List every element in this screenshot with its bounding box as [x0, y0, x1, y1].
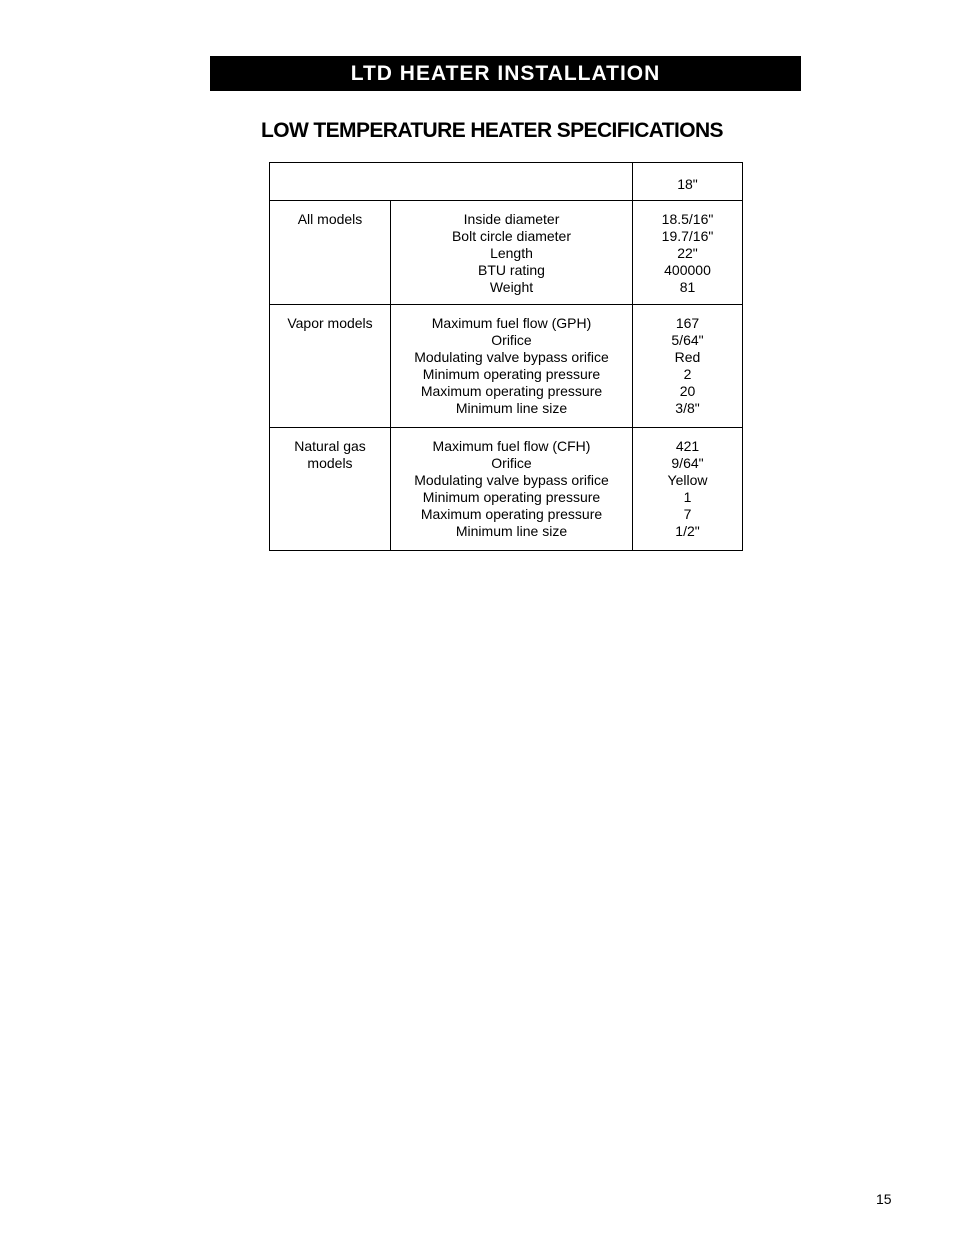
- value-text: 19.7/16": [661, 228, 714, 244]
- value-text: 1: [683, 489, 692, 505]
- page-number: 15: [876, 1191, 892, 1207]
- parameter-label: Minimum operating pressure: [422, 489, 601, 505]
- value-text: 167: [675, 315, 700, 331]
- value-text: 1/2": [675, 523, 700, 539]
- table-row-vapor-models: [270, 305, 743, 428]
- values-cell: [633, 428, 743, 551]
- header-blank-cell: [270, 163, 633, 201]
- value-text: Yellow: [667, 472, 708, 488]
- parameter-label: Orifice: [491, 455, 532, 471]
- group-cell: [270, 201, 391, 305]
- value-text: 20: [679, 383, 696, 399]
- group-label: Vapor models: [287, 315, 373, 331]
- parameter-label: Minimum line size: [455, 400, 568, 416]
- parameter-label: Maximum operating pressure: [420, 506, 603, 522]
- table-row-all-models: [270, 201, 743, 305]
- value-text: 81: [679, 279, 696, 295]
- parameters-cell: [391, 201, 633, 305]
- value-text: 2: [683, 366, 692, 382]
- parameter-label: Inside diameter: [463, 211, 560, 227]
- parameter-label: Bolt circle diameter: [451, 228, 572, 244]
- parameter-label: Minimum line size: [455, 523, 568, 539]
- header-size-cell: 18": [633, 163, 743, 201]
- banner-title-text: LTD HEATER INSTALLATION: [350, 61, 661, 85]
- value-text: 18.5/16": [661, 211, 714, 227]
- table-row-natural-gas-models: [270, 428, 743, 551]
- parameter-label: Maximum fuel flow (CFH): [432, 438, 591, 454]
- parameter-label: Modulating valve bypass orifice: [414, 472, 609, 488]
- parameter-label: Maximum operating pressure: [420, 383, 603, 399]
- banner-title: [210, 56, 801, 91]
- value-text: 9/64": [671, 455, 704, 471]
- parameter-label: Maximum fuel flow (GPH): [431, 315, 592, 331]
- parameter-label: Modulating valve bypass orifice: [414, 349, 609, 365]
- parameter-label: Weight: [489, 279, 534, 295]
- value-text: Red: [674, 349, 701, 365]
- value-text: 3/8": [675, 400, 700, 416]
- value-text: 5/64": [671, 332, 704, 348]
- parameter-label: Minimum operating pressure: [422, 366, 601, 382]
- table-header-row: [270, 163, 743, 201]
- section-title: LOW TEMPERATURE HEATER SPECIFICATIONS: [261, 119, 723, 142]
- value-text: 421: [675, 438, 700, 454]
- value-text: 7: [683, 506, 692, 522]
- value-text: 22": [677, 245, 698, 261]
- parameter-label: BTU rating: [478, 262, 545, 278]
- value-text: 400000: [664, 262, 711, 278]
- group-label: models: [307, 455, 353, 471]
- parameters-cell: [391, 305, 633, 428]
- group-cell: [270, 428, 391, 551]
- parameters-cell: [391, 428, 633, 551]
- specifications-table: [269, 162, 743, 551]
- group-label: All models: [297, 211, 363, 227]
- group-cell: [270, 305, 391, 428]
- values-cell: [633, 305, 743, 428]
- parameter-label: Length: [490, 245, 533, 261]
- group-label: Natural gas: [294, 438, 366, 454]
- values-cell: [633, 201, 743, 305]
- parameter-label: Orifice: [491, 332, 532, 348]
